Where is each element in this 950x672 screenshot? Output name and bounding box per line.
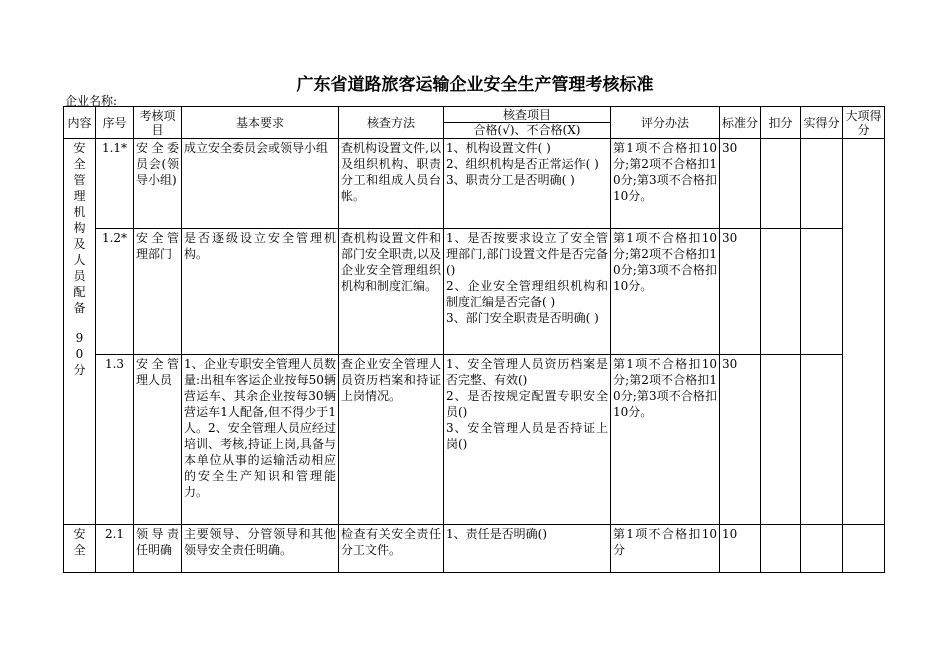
header-method: 核查方法 <box>339 107 444 139</box>
header-actual: 实得分 <box>801 107 843 139</box>
row-scoring: 第1项不合格扣10分 <box>611 525 720 573</box>
row-deduct[interactable] <box>761 229 801 355</box>
row-standard: 10 <box>720 525 761 573</box>
assessment-table <box>63 106 885 573</box>
row-method: 查企业安全管理人员资历档案和持证上岗情况。 <box>339 355 444 525</box>
header-check <box>444 107 611 139</box>
header-deduct: 扣分 <box>761 107 801 139</box>
row-requirement: 1、企业专职安全管理人员数量:出租车客运企业按每50辆营运车、其余企业按每30辆营运车1人配备,但不得少于1人。2、安全管理人员应经过培训、考核,持证上岗,具备与本单位从事的运输活动相应的安全生产知识和管理能力。 <box>182 355 339 525</box>
table-row <box>64 355 885 525</box>
row-actual[interactable] <box>801 229 843 355</box>
row-seq: 2.1 <box>96 525 134 573</box>
header-seq: 序号 <box>96 107 134 139</box>
row-method: 检查有关安全责任分工文件。 <box>339 525 444 573</box>
row-actual[interactable] <box>801 525 843 573</box>
row-actual[interactable] <box>801 139 843 229</box>
table-row <box>64 525 885 573</box>
row-item: 安全管理部门 <box>134 229 182 355</box>
category-name: 安全管理机构及人员配备 <box>73 141 86 315</box>
header-content: 内容 <box>64 107 96 139</box>
header-item: 考核项目 <box>134 107 182 139</box>
row-method: 查机构设置文件,以及组织机构、职责分工和组成人员台帐。 <box>339 139 444 229</box>
row-standard: 30 <box>720 355 761 525</box>
header-major: 大项得分 <box>843 107 885 139</box>
row-actual[interactable] <box>801 355 843 525</box>
row-item: 领导责任明确 <box>134 525 182 573</box>
row-standard: 30 <box>720 229 761 355</box>
page-title: 广东省道路旅客运输企业安全生产管理考核标准 <box>296 75 654 95</box>
row-check: 1、责任是否明确() <box>444 525 611 573</box>
header-check-bottom: 合格(√)、不合格(X) <box>473 123 581 137</box>
company-name-label: 企业名称: <box>65 94 118 108</box>
row-scoring: 第1项不合格扣10分;第2项不合格扣10分;第3项不合格扣10分。 <box>611 139 720 229</box>
row-scoring: 第1项不合格扣10分;第2项不合格扣10分;第3项不合格扣10分。 <box>611 355 720 525</box>
row-check: 1、机构设置文件( ) 2、组织机构是否正常运作( ) 3、职责分工是否明确( ) <box>444 139 611 229</box>
row-item: 安全委员会(领导小组) <box>134 139 182 229</box>
row-requirement: 主要领导、分管领导和其他领导安全责任明确。 <box>182 525 339 573</box>
row-seq: 1.2* <box>96 229 134 355</box>
category-name-2: 安全 <box>73 527 86 557</box>
table-row <box>64 139 885 229</box>
table-row <box>64 229 885 355</box>
row-seq: 1.3 <box>96 355 134 525</box>
category-cell-1 <box>64 139 96 525</box>
header-check-top: 核查项目 <box>444 108 611 123</box>
major-score-cell-1[interactable] <box>843 139 885 525</box>
row-check: 1、安全管理人员资历档案是否完整、有效() 2、是否按规定配置专职安全员() 3、安全管理人员是否持证上岗() <box>444 355 611 525</box>
row-standard: 30 <box>720 139 761 229</box>
major-score-cell-2[interactable] <box>843 525 885 573</box>
category-score: 90分 <box>73 331 86 377</box>
category-cell-2 <box>64 525 96 573</box>
header-scoring: 评分办法 <box>611 107 720 139</box>
row-deduct[interactable] <box>761 139 801 229</box>
table-header-row <box>64 107 885 139</box>
row-seq: 1.1* <box>96 139 134 229</box>
header-standard: 标准分 <box>720 107 761 139</box>
row-item: 安全管理人员 <box>134 355 182 525</box>
header-requirement: 基本要求 <box>182 107 339 139</box>
row-method: 查机构设置文件和部门安全职责,以及企业安全管理组织机构和制度汇编。 <box>339 229 444 355</box>
row-requirement: 成立安全委员会或领导小组 <box>182 139 339 229</box>
row-scoring: 第1项不合格扣10分;第2项不合格扣10分;第3项不合格扣10分。 <box>611 229 720 355</box>
row-check: 1、是否按要求设立了安全管理部门,部门设置文件是否完备() 2、企业安全管理组织机构和制度汇编是否完备( ) 3、部门安全职责是否明确( ) <box>444 229 611 355</box>
row-requirement: 是否逐级设立安全管理机构。 <box>182 229 339 355</box>
row-deduct[interactable] <box>761 355 801 525</box>
row-deduct[interactable] <box>761 525 801 573</box>
